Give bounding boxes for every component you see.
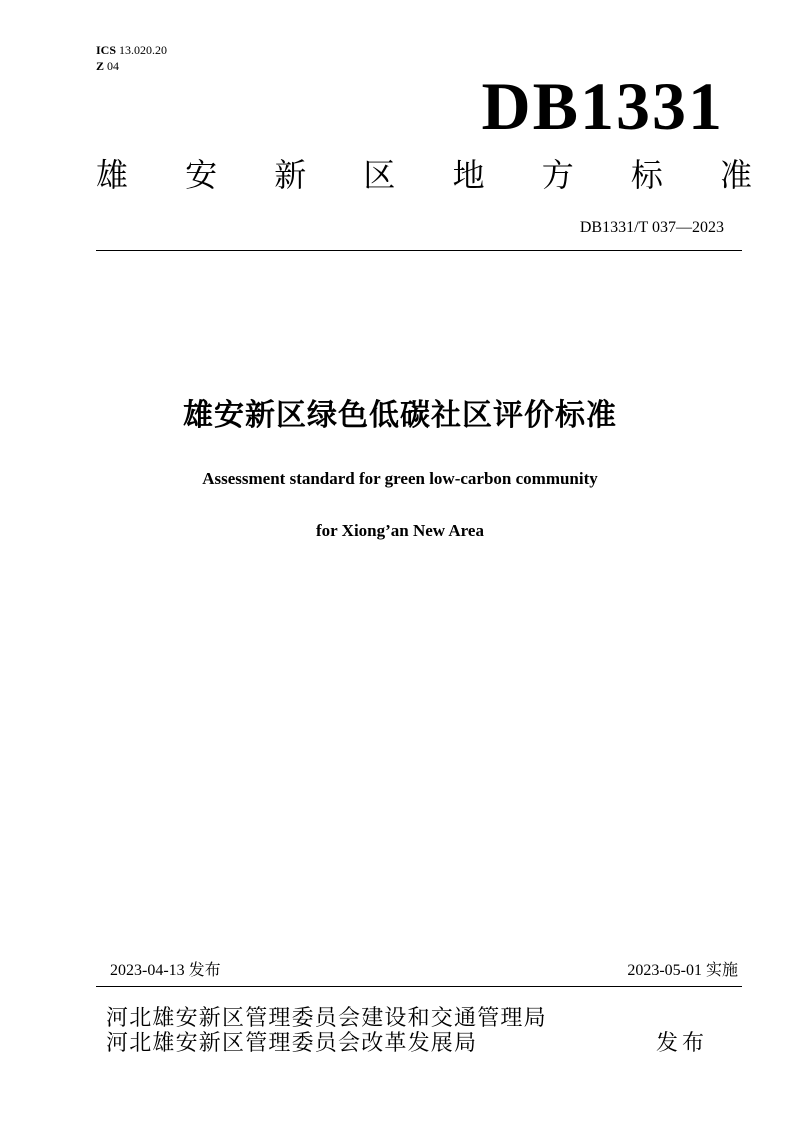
- ccs-label: Z: [96, 59, 105, 73]
- ics-code: 13.020.20: [119, 43, 168, 57]
- ccs-code: 04: [107, 59, 120, 73]
- local-standard-char: 安: [185, 156, 218, 194]
- standard-code-mark: DB1331: [481, 68, 724, 144]
- local-standard-char: 雄: [96, 156, 129, 194]
- implementation-date: 2023-05-01 实施: [627, 962, 738, 979]
- header-divider: [96, 250, 742, 251]
- local-standard-char: 地: [452, 156, 485, 194]
- local-standard-heading: [96, 155, 752, 195]
- footer-divider: [96, 986, 742, 987]
- local-standard-char: 方: [541, 156, 574, 194]
- local-standard-char: 标: [630, 156, 663, 194]
- publish-label: 发布: [656, 1031, 709, 1056]
- issuer-line-2: 河北雄安新区管理委员会改革发展局: [106, 1031, 478, 1056]
- standard-number: DB1331/T 037—2023: [579, 219, 724, 236]
- title-chinese: 雄安新区绿色低碳社区评价标准: [183, 398, 617, 433]
- local-standard-char: 新: [274, 156, 307, 194]
- local-standard-char: 准: [719, 156, 752, 194]
- ics-label: ICS: [96, 43, 117, 57]
- ccs-code-line: [96, 58, 167, 74]
- title-english-line1: Assessment standard for green low-carbon community: [202, 469, 598, 488]
- ics-code-line: [96, 42, 167, 58]
- issue-date: 2023-04-13 发布: [110, 962, 221, 979]
- title-english-line2: for Xiong’an New Area: [316, 521, 484, 540]
- classification-codes: [96, 42, 167, 74]
- local-standard-char: 区: [363, 156, 396, 194]
- issuer-line-1: 河北雄安新区管理委员会建设和交通管理局: [106, 1006, 547, 1031]
